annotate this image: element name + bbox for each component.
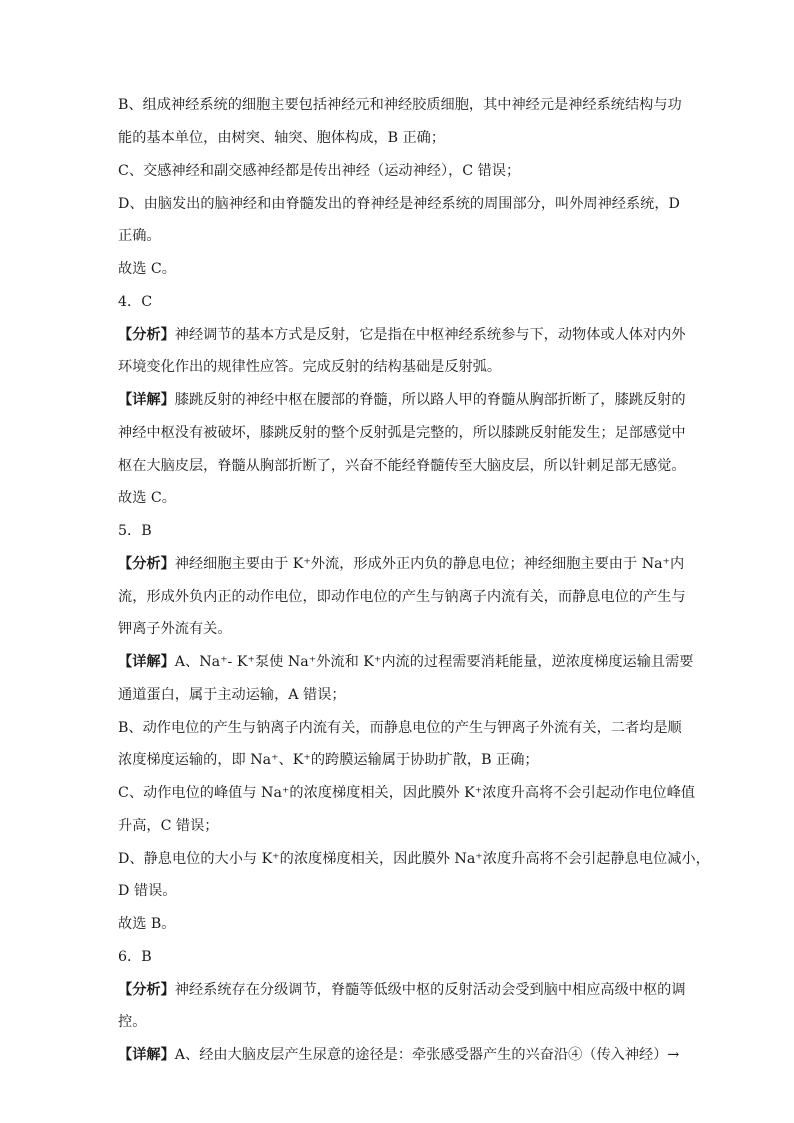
analysis-tag: 【分析】 [118, 982, 175, 998]
text-line: D、静息电位的大小与 K⁺的浓度梯度相关，因此膜外 Na⁺浓度升高将不会引起静息电位减小， [118, 851, 710, 867]
text-line: 故选 C。 [118, 261, 176, 277]
text-line: 正确。 [118, 228, 161, 244]
text-line: 通道蛋白，属于主动运输，A 错误； [118, 687, 346, 703]
detail-tag: 【详解】 [118, 654, 175, 670]
text-line: 浓度梯度运输的，即 Na⁺、K⁺的跨膜运输属于协助扩散，B 正确； [118, 752, 539, 768]
text-line: 钾离子外流有关。 [118, 621, 232, 637]
analysis-tag: 【分析】 [118, 327, 175, 343]
text-line: 故选 B。 [118, 916, 176, 932]
text-line: 能的基本单位，由树突、轴突、胞体构成，B 正确； [118, 130, 446, 146]
detail-tag: 【详解】 [118, 392, 175, 408]
text-line: 环境变化作出的规律性应答。完成反射的结构基础是反射弧。 [118, 359, 502, 375]
analysis-line: 【分析】神经系统存在分级调节，脊髓等低级中枢的反射活动会受到脑中相应高级中枢的调 [118, 982, 686, 998]
analysis-line: 【分析】神经细胞主要由于 K⁺外流，形成外正内负的静息电位；神经细胞主要由于 Na⁺内 [118, 556, 685, 572]
text-line: 流，形成外负内正的动作电位，即动作电位的产生与钠离子内流有关，而静息电位的产生与 [118, 589, 686, 605]
question-number: 4．C [118, 294, 153, 310]
question-number: 6．B [118, 949, 152, 965]
detail-line: 【详解】A、经由大脑皮层产生尿意的途径是：牵张感受器产生的兴奋沿④（传入神经）→ [118, 1047, 680, 1063]
text-line: 控。 [118, 1014, 147, 1030]
analysis-tag: 【分析】 [118, 556, 175, 572]
question-number: 5．B [118, 523, 152, 539]
text-line: 升高，C 错误； [118, 818, 219, 834]
text-line: 神经中枢没有被破坏，膝跳反射的整个反射弧是完整的，所以膝跳反射能发生；足部感觉中 [118, 425, 686, 441]
detail-tag: 【详解】 [118, 1047, 175, 1063]
text-line: 故选 C。 [118, 490, 176, 506]
text-line: D、由脑发出的脑神经和由脊髓发出的脊神经是神经系统的周围部分，叫外周神经系统，D [118, 196, 680, 212]
detail-line: 【详解】膝跳反射的神经中枢在腰部的脊髓，所以路人甲的脊髓从胸部折断了，膝跳反射的 [118, 392, 686, 408]
text-line: 枢在大脑皮层，脊髓从胸部折断了，兴奋不能经脊髓传至大脑皮层，所以针刺足部无感觉。 [118, 458, 686, 474]
text-line: B、动作电位的产生与钠离子内流有关，而静息电位的产生与钾离子外流有关，二者均是顺 [118, 720, 682, 736]
detail-line: 【详解】A、Na⁺- K⁺泵使 Na⁺外流和 K⁺内流的过程需要消耗能量，逆浓度梯度运输且需要 [118, 654, 694, 670]
text-line: B、组成神经系统的细胞主要包括神经元和神经胶质细胞，其中神经元是神经系统结构与功 [118, 97, 682, 113]
analysis-line: 【分析】神经调节的基本方式是反射，它是指在中枢神经系统参与下，动物体或人体对内外 [118, 327, 686, 343]
text-line: C、交感神经和副交感神经都是传出神经（运动神经），C 错误； [118, 163, 521, 179]
text-line: D 错误。 [118, 883, 177, 899]
text-line: C、动作电位的峰值与 Na⁺的浓度梯度相关，因此膜外 K⁺浓度升高将不会引起动作电位峰值 [118, 785, 696, 801]
